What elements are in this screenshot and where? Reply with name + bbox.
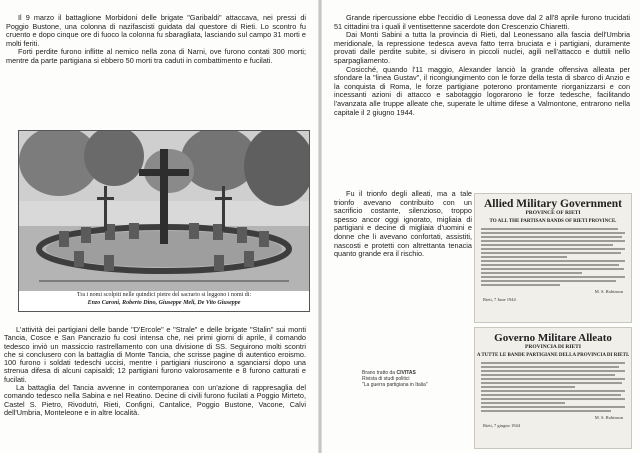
poster-date: Rieti, 7 June 1944 <box>483 297 516 302</box>
paragraph: L'attività dei partigiani delle bande "D'Ercole" e "Strale" e delle brigate "Stalin" sui monti Tancia, Cosce e San Pancrazio fu così intensa che, nei primi giorni di aprile, il comando tedesco inviò un massiccio rastrellamento con una divisione di SS. Seguirono molti scontri che si conclusero con la battaglia di Monte Tancia, che scrisse pagine di autentico eroismo. 100 furono i soldati tedeschi uccisi, mentre i partigiani riuscirono a sganciarsi dopo una strenua difesa di alcuni capisaldi; 12 partigiani furono valorosamente e 8 furono catturati e fucilati. <box>4 325 306 384</box>
allied-poster-english <box>474 193 632 323</box>
credit-prefix: Brano tratto da <box>362 370 396 376</box>
poster-heading: A TUTTE LE BANDE PARTIGIANE DELLA PROVINCIA DI RIETI. <box>476 353 630 358</box>
caption-names: Enzo Caroni, Roberto Dino, Giuseppe Meli, De Vito Giuseppe <box>87 300 241 306</box>
allied-poster-italian <box>474 327 632 449</box>
memorial-illustration <box>19 131 309 291</box>
poster-title: Governo Militare Alleato <box>494 332 612 344</box>
caption-line: Tra i nomi scolpiti nelle quindici pietre del sacrario si leggono i nomi di: <box>76 292 252 298</box>
paragraph: Fu il trionfo degli alleati, ma a tale trionfo avevano contribuito con un sacrificio costante, silenzioso, troppo spesso ancor oggi ignorato, migliaia di partigiani e decine di migliaia d'uomini e donne che li avevano confortati, assistiti, nascosti e protetti con altrettanta tenacia quanto grande era il rischio. <box>334 189 472 259</box>
credit-line: "La guerra partigiana in Italia" <box>362 382 428 388</box>
paragraph: Forti perdite furono inflitte al nemico nella zona di Narni, ove furono contati 300 morti; mentre da parte partigiana si ebbero 50 morti tra caduti in combattimento e fucilati. <box>6 47 306 65</box>
paragraph: La battaglia del Tancia avvenne in contemporanea con un'azione di rappresaglia del comando tedesco nella Sabina e nel Reatino. Decine di civili furono fucilati a Poggio Mirteto, Castel S. Pietro, Rivodutri, Rieti, Configni, Cantalice, Poggio Bustone, Vacone, Calvi dell'Umbria, Montelеone e in altre località. <box>4 383 306 417</box>
paragraph: Cosicché, quando l'11 maggio, Alexander lanciò la grande offensiva alleata per sfondare la "linea Gustav", il ricongiungimento con le forze della testa di sbarco di Anzio e la conquista di Roma, le forze partigiane poterono prontamente riorganizzarsi e con incessanti azioni di attacco e sabotaggio logorarono le forze tedesche, facilitando l'avanzata alle truppe alleate che, superate le ultime difese a Valmontone, entrarono nella capitale il 2 giugno 1944. <box>334 64 630 117</box>
poster-subtitle: PROVINCE OF RIETI <box>525 210 581 216</box>
left-page <box>0 0 318 453</box>
source-credit <box>362 370 428 388</box>
paragraph: Dai Monti Sabini a tutta la provincia di Rieti, dal Leonessano alla fascia dell'Umbria meridionale, la repressione tedesca aveva fatto terra bruciata e i partigiani, duramente provati dalle perdite subite, si divisero in piccoli nuclei, agili nell'attacco e duttili nello sparpagliamento. <box>334 30 630 65</box>
right-narrow-text <box>334 190 472 259</box>
paragraph: Il 9 marzo il battaglione Morbidoni delle brigate "Garibaldi" attaccava, nei pressi di Poggio Bustone, una colonna di nazifascisti guidata dal questore di Rieti. Lo scontro fu cruento e dopo cinque ore di fuoco la colonna fu sbaragliata, lasciando sul campo 31 morti e molti feriti. <box>6 13 306 48</box>
credit-source: CIVITAS <box>396 370 416 376</box>
poster-subtitle: PROVINCIA DI RIETI <box>525 344 581 350</box>
poster-signature: M. S. Robinson <box>594 415 623 420</box>
paragraph: Grande ripercussione ebbe l'eccidio di Leonessa dove dal 2 all'8 aprile furono trucidati 51 cittadini tra i quali il ventisettenne sacerdote don Crescenzio Chiaretti. <box>334 13 630 31</box>
poster-fine-print <box>481 362 625 412</box>
poster-date: Rieti, 7 giugno 1944 <box>483 423 520 428</box>
left-bottom-text <box>4 326 306 417</box>
right-top-text <box>334 14 630 117</box>
memorial-photo <box>18 130 310 292</box>
poster-signature: M. S. Robinson <box>594 289 623 294</box>
poster-heading: TO ALL THE PARTISAN BANDS OF RIETI PROVINCE. <box>489 219 617 224</box>
poster-title: Allied Military Government <box>484 198 622 210</box>
left-top-text <box>6 14 306 66</box>
credit-line: Rivista di studi politici <box>362 376 410 382</box>
poster-fine-print <box>481 228 625 286</box>
photo-caption <box>18 291 310 312</box>
